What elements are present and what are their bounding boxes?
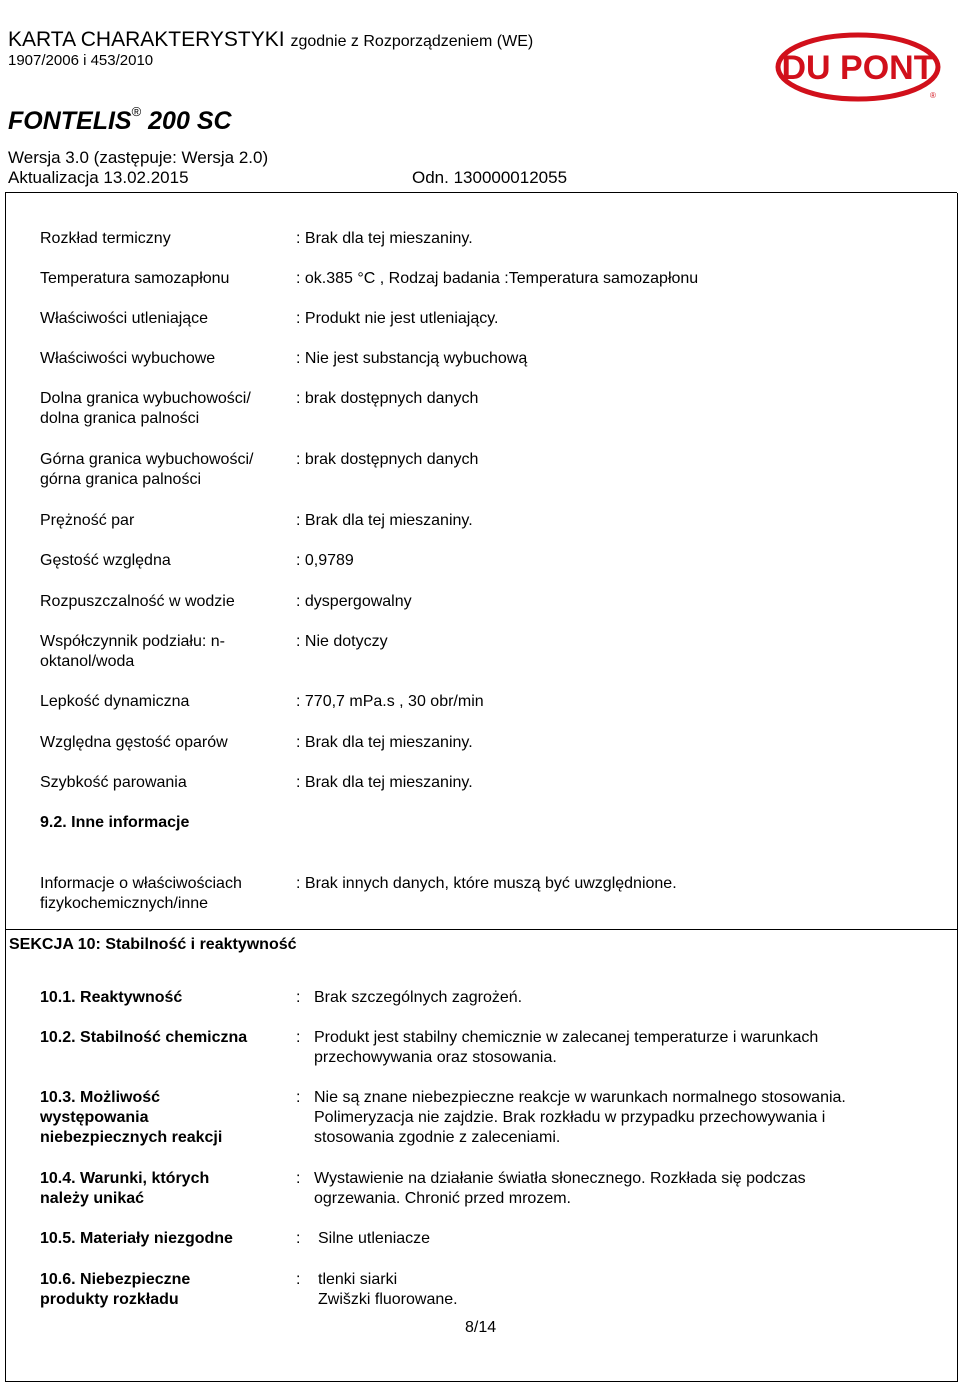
- hazardous-reactions-label: 10.3. Możliwość: [40, 1089, 161, 1106]
- property-value: : Brak dla tej mieszaniny.: [296, 512, 473, 529]
- colon: :: [296, 989, 301, 1006]
- property-label-line2: dolna granica palności: [40, 410, 200, 427]
- reactivity-value: Brak szczególnych zagrożeń.: [314, 989, 523, 1006]
- property-value: : Produkt nie jest utleniający.: [296, 310, 499, 327]
- hazardous-reactions-value-line2: Polimeryzacja nie zajdzie. Brak rozkładu w przypadku przechowywania i: [314, 1109, 826, 1126]
- property-value: : Brak dla tej mieszaniny.: [296, 774, 473, 791]
- decomposition-products-value: tlenki siarki: [318, 1271, 398, 1288]
- regulation-text: 1907/2006 i 453/2010: [8, 52, 154, 69]
- dupont-logo-text: DU PONT: [781, 49, 935, 87]
- conditions-to-avoid-label-line2: należy unikać: [40, 1190, 145, 1207]
- decomposition-products-label: 10.6. Niebezpieczne: [40, 1271, 191, 1288]
- property-label: Współczynnik podziału: n-: [40, 633, 225, 650]
- conditions-to-avoid-label: 10.4. Warunki, których: [40, 1170, 210, 1187]
- property-value: : brak dostępnych danych: [296, 390, 479, 407]
- property-label-line2: oktanol/woda: [40, 653, 135, 670]
- property-value: : Brak innych danych, które muszą być uwzględnione.: [296, 875, 677, 892]
- property-label: Właściwości utleniające: [40, 310, 209, 327]
- property-value: : brak dostępnych danych: [296, 451, 479, 468]
- property-label: Górna granica wybuchowości/: [40, 451, 254, 468]
- update-date: Aktualizacja 13.02.2015: [8, 168, 189, 187]
- property-value: : dyspergowalny: [296, 593, 412, 610]
- colon: :: [296, 1271, 301, 1288]
- colon: :: [296, 1230, 301, 1247]
- reactivity-label: 10.1. Reaktywność: [40, 989, 183, 1006]
- document-title-text: KARTA CHARAKTERYSTYKI: [8, 28, 285, 51]
- product-name-suffix: 200 SC: [148, 107, 232, 135]
- hazardous-reactions-value-line3: stosowania zgodnie z zaleceniami.: [314, 1129, 561, 1146]
- document-title-suffix: zgodnie z Rozporządzeniem (WE): [290, 33, 534, 50]
- chemical-stability-value: Produkt jest stabilny chemicznie w zalecanej temperaturze i warunkach: [314, 1029, 819, 1046]
- property-label: Właściwości wybuchowe: [40, 350, 216, 367]
- property-label: Względna gęstość oparów: [40, 734, 228, 751]
- reference-number: Odn. 130000012055: [412, 168, 568, 187]
- hazardous-reactions-label-line2: występowania: [40, 1109, 149, 1126]
- chemical-stability-label: 10.2. Stabilność chemiczna: [40, 1029, 248, 1046]
- decomposition-products-label-line2: produkty rozkładu: [40, 1291, 179, 1308]
- property-label: Rozpuszczalność w wodzie: [40, 593, 235, 610]
- property-label: Gęstość względna: [40, 552, 171, 569]
- incompatible-materials-label: 10.5. Materiały niezgodne: [40, 1230, 233, 1247]
- property-label: Temperatura samozapłonu: [40, 270, 230, 287]
- property-label-line2: fizykochemicznych/inne: [40, 895, 209, 912]
- page-number: 8/14: [465, 1319, 497, 1336]
- colon: :: [296, 1029, 301, 1046]
- property-value: : Brak dla tej mieszaniny.: [296, 230, 473, 247]
- version-text: Wersja 3.0 (zastępuje: Wersja 2.0): [8, 148, 269, 167]
- dupont-logo: [775, 32, 941, 102]
- logo-registered-mark: ®: [930, 91, 936, 100]
- property-label: Lepkość dynamiczna: [40, 693, 190, 710]
- property-label: Prężność par: [40, 512, 135, 529]
- property-label: Informacje o właściwościach: [40, 875, 242, 892]
- colon: :: [296, 1089, 301, 1106]
- hazardous-reactions-label-line3: niebezpiecznych reakcji: [40, 1129, 223, 1146]
- product-name-text: FONTELIS: [8, 107, 132, 135]
- decomposition-products-value-line2: Zwišzki fluorowane.: [318, 1291, 458, 1308]
- property-label: Szybkość parowania: [40, 774, 187, 791]
- conditions-to-avoid-value: Wystawienie na działanie światła słonecznego. Rozkłada się podczas: [314, 1170, 806, 1187]
- registered-mark: ®: [131, 103, 142, 119]
- property-value: : 770,7 mPa.s , 30 obr/min: [296, 693, 484, 710]
- property-value: : Brak dla tej mieszaniny.: [296, 734, 473, 751]
- hazardous-reactions-value: Nie są znane niebezpieczne reakcje w warunkach normalnego stosowania.: [314, 1089, 846, 1106]
- document-title: [8, 28, 533, 52]
- property-value: : Nie dotyczy: [296, 633, 388, 650]
- property-value: : Nie jest substancją wybuchową: [296, 350, 528, 367]
- property-value: : ok.385 °C , Rodzaj badania :Temperatura samozapłonu: [296, 270, 699, 287]
- incompatible-materials-value: Silne utleniacze: [318, 1230, 431, 1247]
- chemical-stability-value-line2: przechowywania oraz stosowania.: [314, 1049, 557, 1066]
- property-value: : 0,9789: [296, 552, 354, 569]
- section-divider: [5, 929, 957, 930]
- section-heading: SEKCJA 10: Stabilność i reaktywność: [9, 936, 297, 953]
- colon: :: [296, 1170, 301, 1187]
- subsection-heading: 9.2. Inne informacje: [40, 814, 190, 831]
- property-label: Rozkład termiczny: [40, 230, 171, 247]
- conditions-to-avoid-value-line2: ogrzewania. Chronić przed mrozem.: [314, 1190, 571, 1207]
- property-label-line2: górna granica palności: [40, 471, 201, 488]
- product-name: [8, 103, 232, 136]
- property-label: Dolna granica wybuchowości/: [40, 390, 251, 407]
